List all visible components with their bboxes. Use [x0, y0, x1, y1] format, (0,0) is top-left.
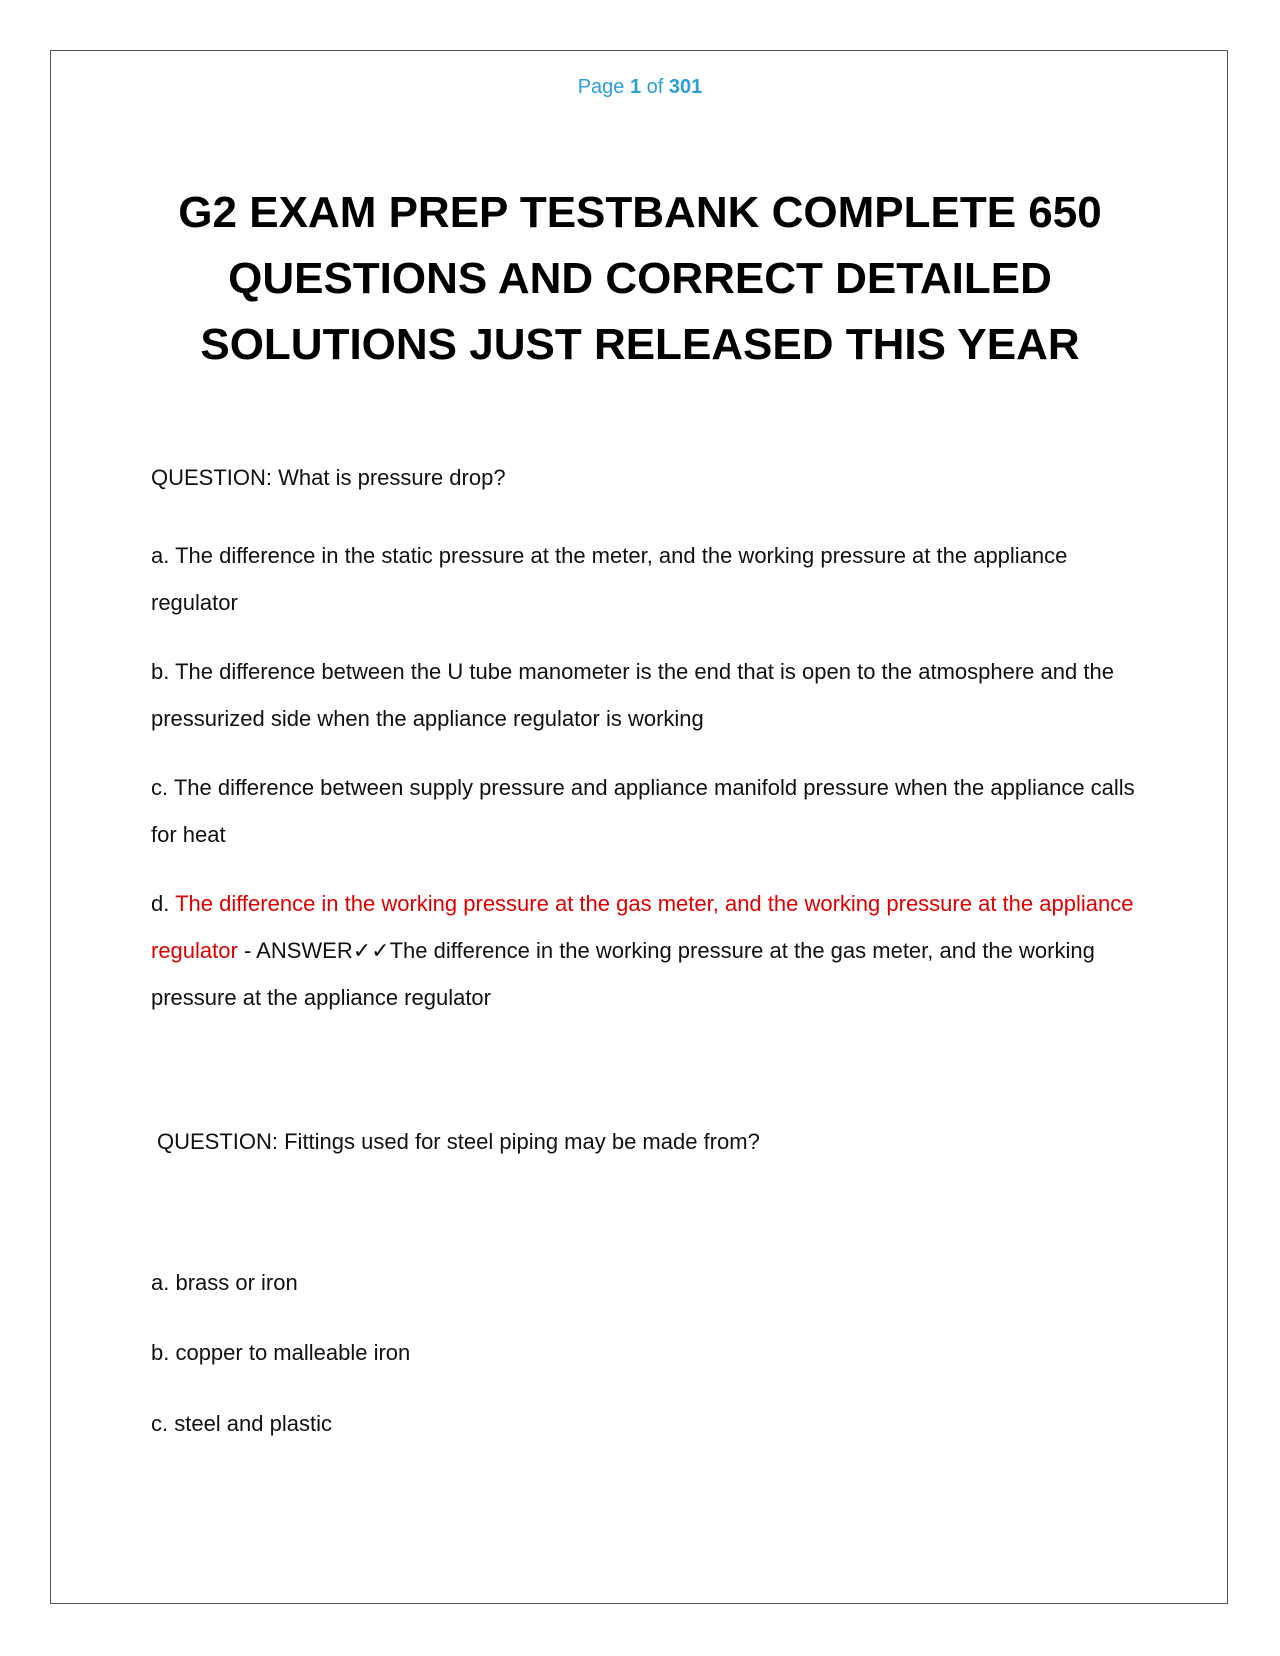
- page-of-word: of: [646, 76, 664, 98]
- question-2-option-a: a. brass or iron: [151, 1270, 298, 1295]
- page-counter: [0, 76, 1280, 99]
- question-1-prompt: QUESTION: What is pressure drop?: [151, 465, 506, 490]
- answer-label: - ANSWER✓✓: [237, 938, 390, 963]
- question-1-option-d: [151, 880, 1141, 1021]
- question-2-prompt: QUESTION: Fittings used for steel piping may be made from?: [157, 1129, 760, 1154]
- question-1-option-b: b. The difference between the U tube manometer is the end that is open to the atmosphere and the pressurized side when the appliance regulator is working: [151, 659, 1114, 731]
- page-total-number: 301: [668, 76, 703, 98]
- document-title: G2 EXAM PREP TESTBANK COMPLETE 650 QUESTIONS AND CORRECT DETAILED SOLUTIONS JUST RELEASED THIS YEAR: [178, 188, 1102, 369]
- question-1-option-a: a. The difference in the static pressure at the meter, and the working pressure at the appliance regulator: [151, 543, 1068, 615]
- option-d-prefix: d.: [151, 891, 176, 916]
- page-current-number: 1: [629, 76, 642, 98]
- correct-option-highlight: The difference in the working pressure at the gas meter, and the working pressure at the appliance regulator: [151, 891, 1134, 963]
- question-1-option-c: c. The difference between supply pressure and appliance manifold pressure when the appliance calls for heat: [151, 775, 1135, 847]
- question-2-option-c: c. steel and plastic: [151, 1411, 332, 1436]
- page-word: Page: [577, 76, 625, 98]
- question-2-option-b: b. copper to malleable iron: [151, 1340, 411, 1365]
- answer-text: The difference in the working pressure at the gas meter, and the working pressure at the appliance regulator: [151, 938, 1095, 1010]
